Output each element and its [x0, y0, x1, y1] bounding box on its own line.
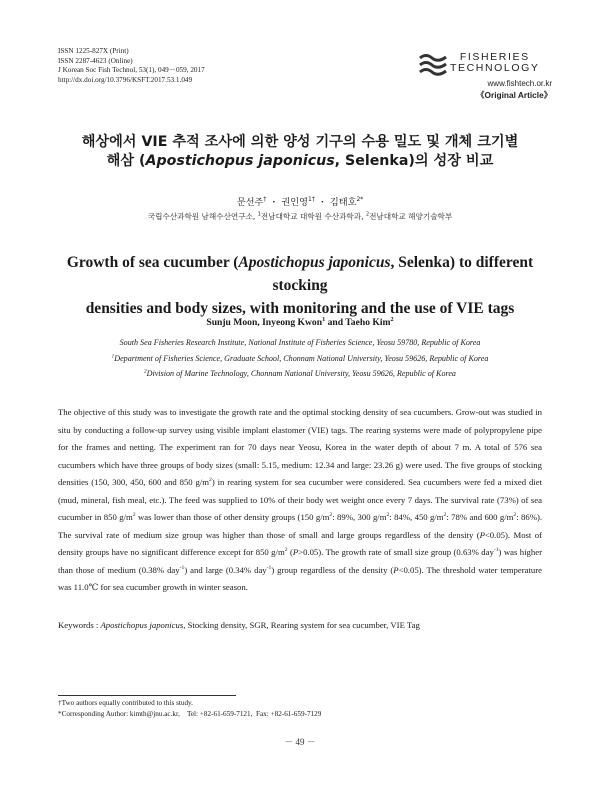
keywords-label: Keywords : — [58, 620, 101, 630]
p-value-symbol: P — [479, 529, 485, 540]
abstract-text: was lower than those of other density groups (150 g/m — [135, 512, 330, 522]
abstract-text: : 78% and 600 g/m — [446, 512, 514, 522]
english-title-text: , Selenka) to different stocking — [272, 254, 534, 294]
abstract-text: <0.05). Most of density groups have no significant difference except for 850 g/m — [58, 529, 542, 557]
footnote-divider — [58, 695, 236, 696]
footnote-equal-contribution: †Two authors equally contributed to this study. — [58, 699, 193, 707]
affiliation: Department of Fisheries Science, Graduate School, Chonnam National University, Yeosu 59626, Republic of Korea — [114, 353, 489, 363]
korean-title-text: 해삼 ( — [106, 153, 146, 169]
affiliation-line-3 — [40, 366, 560, 382]
species-name: Apostichopus japonicus — [238, 254, 391, 271]
affiliation-line-1: South Sea Fisheries Research Institute, National Institute of Fisheries Science, Yeosu 59780, Republic of Korea — [119, 338, 481, 347]
superscript: 2 — [513, 512, 517, 519]
affiliation-line-2 — [40, 351, 560, 367]
superscript: -1 — [179, 564, 185, 571]
abstract-text: : 86%). The survival rate of medium size group was higher than those of small and large groups regardless of the density ( — [58, 512, 543, 540]
author-name: 문선주 — [236, 197, 264, 208]
superscript: -1 — [493, 547, 499, 554]
english-title — [40, 251, 560, 320]
author-mark: 1 — [322, 315, 326, 323]
author-mark: 2* — [356, 195, 364, 203]
keywords — [58, 620, 542, 630]
english-authors — [40, 317, 560, 328]
author-mark: † — [263, 195, 267, 203]
logo-line-2: TECHNOLOGY — [450, 62, 540, 74]
affiliation: 전남대학교 해양기술학부 — [369, 212, 453, 221]
abstract-text: ) was higher than those of medium (0.38% day — [58, 547, 542, 575]
author-name: 김태호 — [329, 197, 357, 208]
superscript: 2 — [132, 512, 136, 519]
p-value-symbol: P — [292, 547, 299, 557]
doi-link[interactable]: http://dx.doi.org/10.3796/KSFT.2017.53.1.049 — [58, 75, 193, 84]
superscript: 2 — [284, 547, 288, 554]
english-affiliations — [40, 335, 560, 382]
abstract-text: : 89%, 300 g/m — [332, 512, 387, 522]
affiliation-mark: 2 — [365, 211, 370, 218]
author-name: 권인영 — [281, 197, 309, 208]
issn-online: ISSN 2287-4623 (Online) — [58, 56, 133, 65]
citation: J Korean Soc Fish Technol, 53(1), 049－059, 2017 — [58, 66, 205, 75]
p-value-symbol: P — [393, 564, 399, 575]
english-title-text: Growth of sea cucumber ( — [66, 254, 239, 271]
issn-print: ISSN 1225-827X (Print) — [58, 47, 129, 55]
affiliation: 국립수산과학원 남해수산연구소, — [147, 212, 258, 221]
author-separator: ・ — [314, 197, 330, 208]
footnotes — [58, 698, 321, 720]
affiliation-mark: 1 — [257, 211, 261, 218]
logo-line-1: FISHERIES — [459, 51, 530, 63]
superscript: 2 — [209, 477, 212, 484]
author-mark: 1† — [308, 195, 315, 203]
abstract — [58, 404, 542, 597]
korean-title-line-1: 해상에서 VIE 추적 조사에 의한 양성 기구의 수용 밀도 및 개체 크기별 — [81, 134, 519, 150]
author-separator: and — [325, 317, 346, 328]
page-number: － 49 － — [284, 737, 316, 747]
species-name: Apostichopus japonicus — [145, 153, 335, 169]
korean-title — [40, 133, 560, 171]
abstract-text: ) group regardless of the density ( — [271, 564, 394, 575]
korean-authors — [40, 194, 560, 208]
superscript: -1 — [266, 564, 272, 571]
author-name: Inyeong Kwon — [262, 317, 323, 328]
abstract-text: : 84%, 450 g/m — [389, 512, 444, 522]
affiliation: 전남대학교 대학원 수산과학과, — [260, 212, 366, 221]
author-mark: 2 — [390, 315, 394, 323]
abstract-text: ( — [287, 547, 293, 557]
author-name: Taeho Kim — [345, 317, 391, 328]
affiliation-mark: 2 — [144, 368, 147, 375]
journal-meta — [58, 47, 205, 85]
species-name: Apostichopus japonicus — [100, 620, 184, 630]
superscript: 2 — [443, 512, 447, 519]
english-title-line-2: densities and body sizes, with monitoring and the use of VIE tags — [85, 300, 515, 317]
article-type: 《Original Article》 — [476, 90, 552, 100]
korean-affiliations — [40, 211, 560, 222]
superscript: 2 — [329, 512, 333, 519]
footnote-corresponding-author: *Corresponding Author: kimth@jnu.ac.kr, Tel: +82-61-659-7121, Fax: +82-61-659-7129 — [58, 710, 322, 718]
abstract-text: ) in rearing system for sea cucumber were considered. Sea cucumbers were fed a mixed diet (mud, mineral, fish meal, etc.). The feed was supplied to 10% of their body wet weight once every 7 days. The survival rate (73%) of sea cucumber in 850 g/m — [58, 477, 542, 522]
keywords-list: , Stocking density, SGR, Rearing system for sea cucumber, VIE Tag — [183, 620, 420, 630]
affiliation-mark: 1 — [111, 352, 115, 359]
journal-url[interactable]: www.fishtech.or.kr — [487, 79, 552, 88]
author-separator: ・ — [266, 197, 282, 208]
abstract-text: <0.05). The threshold water temperature was 11.0℃ for sea cucumber growth in winter season. — [58, 564, 542, 592]
affiliation: Division of Marine Technology, Chonnam National University, Yeosu 59626, Republic of Korea — [146, 369, 456, 378]
korean-title-line-2 — [40, 152, 560, 171]
abstract-text: >0.05). The growth rate of small size group (0.63% day — [298, 547, 494, 557]
author-name: Sunju Moon, — [206, 317, 263, 328]
english-title-line-1 — [40, 251, 560, 297]
superscript: 2 — [386, 512, 390, 519]
wave-logo-icon — [418, 52, 448, 76]
abstract-text: The objective of this study was to investigate the growth rate and the optimal stocking density of sea cucumbers. Grow-out was studied in situ by conducting a follow-up survey using visible implant elastomer (VIE) tags. The rearing systems were made of polypropylene pipe for the frames and netting. The experiment ran for 70 days near Yeosu, Korea in the water depth of about 7 m. A total of 576 sea cucumbers which have three groups of body sizes (small: 5.15, medium: 12.34 and large: 23.26 g) were used. The five groups of stocking densities (150, 300, 450, 600 and 850 g/m — [58, 407, 542, 487]
korean-title-text: , Selenka)의 성장 비교 — [334, 153, 494, 169]
journal-logo — [418, 52, 552, 101]
abstract-text: ) and large (0.34% day — [184, 564, 267, 575]
